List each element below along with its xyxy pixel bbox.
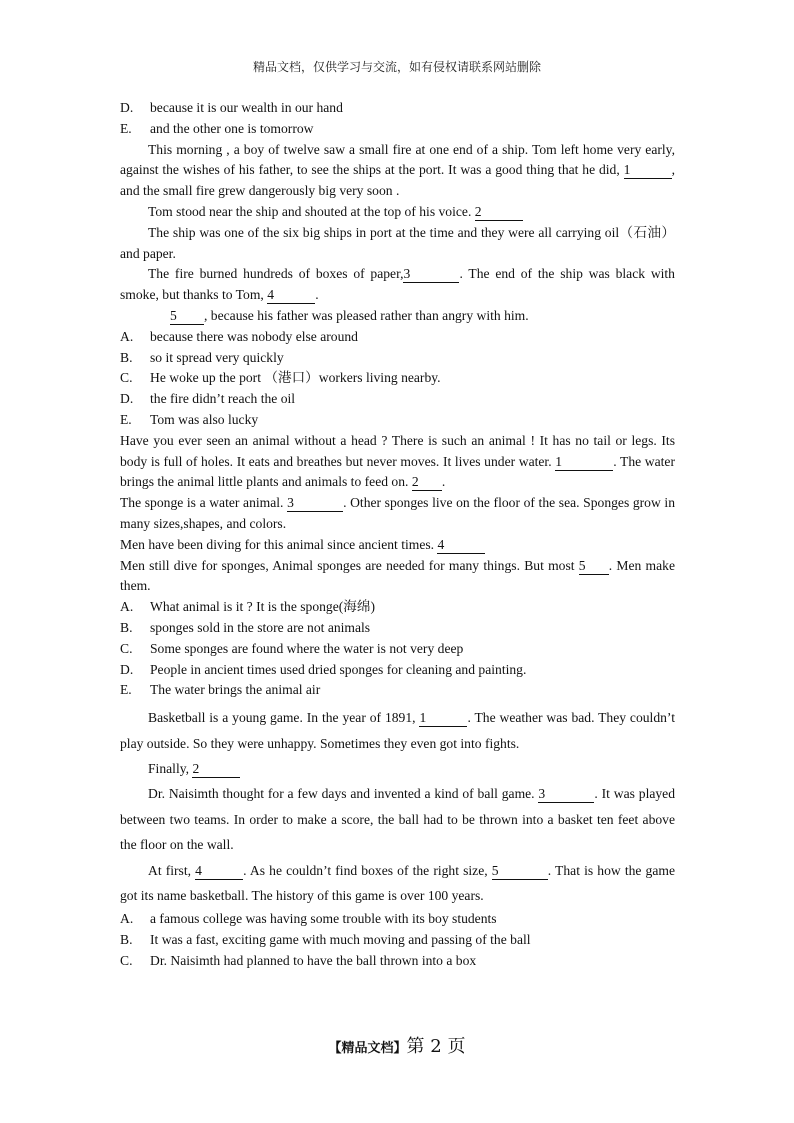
option-letter: A.	[120, 911, 134, 927]
option-b	[120, 929, 675, 950]
document-body	[120, 98, 675, 971]
paragraph	[120, 535, 675, 556]
paragraph: The ship was one of the six big ships in port at the time and they were all carrying oil（石油）and paper.	[120, 224, 675, 261]
text: . Men make them.	[120, 557, 675, 594]
text: . As he couldn’t find boxes of the right size,	[243, 862, 492, 878]
paragraph	[120, 202, 675, 223]
option-letter: B.	[120, 619, 133, 635]
option-letter: D.	[120, 100, 134, 115]
option-letter: D.	[120, 661, 134, 677]
text: . It was played between two teams. In order to make a score, the ball had to be thrown into a basket ten feet above the floor on the wall.	[120, 786, 676, 853]
option-e	[120, 410, 675, 431]
option-text: the fire didn’t reach the oil	[150, 391, 296, 407]
paragraph	[120, 431, 675, 493]
blank-2[interactable]: 2	[192, 761, 240, 778]
option-text: a famous college was having some trouble with its boy students	[150, 911, 497, 927]
option-a	[120, 597, 675, 618]
option-text: so it spread very quickly	[150, 349, 284, 365]
text: .	[315, 287, 319, 303]
option-letter: B.	[120, 349, 133, 365]
paragraph	[120, 264, 675, 306]
blank-5[interactable]: 5	[579, 558, 609, 575]
paragraph	[120, 781, 675, 857]
blank-3[interactable]: 3	[538, 786, 594, 803]
option-d	[120, 98, 675, 119]
option-text: because there was nobody else around	[150, 328, 358, 344]
option-e	[120, 680, 675, 701]
blank-5[interactable]: 5	[170, 308, 204, 325]
footer-tag: 【精品文档】	[328, 1041, 407, 1056]
passage-basketball	[120, 705, 675, 971]
option-letter: E.	[120, 682, 132, 698]
option-letter: E.	[120, 120, 132, 136]
prev-passage-options	[120, 98, 675, 140]
blank-3[interactable]: 3	[287, 495, 343, 512]
page-number: 第 2 页	[406, 1036, 466, 1057]
paragraph	[120, 556, 675, 598]
option-letter: A.	[120, 328, 134, 344]
option-text: and the other one is tomorrow	[150, 120, 314, 136]
text: . The weather was bad. They couldn’t play outside. So they were unhappy. Sometimes they even got into fights.	[120, 710, 675, 751]
blank-4[interactable]: 4	[437, 537, 485, 554]
text: . That is how the game got its name basketball. The history of this game is over 100 years.	[120, 862, 675, 903]
passage-sponge	[120, 431, 675, 701]
option-d	[120, 660, 675, 681]
blank-2[interactable]: 2	[412, 474, 442, 491]
paragraph	[120, 306, 675, 327]
text: . The end of the ship was black with smoke, but thanks to Tom,	[120, 266, 675, 303]
blank-1[interactable]: 1	[555, 454, 613, 471]
option-text: It was a fast, exciting game with much moving and passing of the ball	[150, 932, 531, 948]
option-b	[120, 348, 675, 369]
option-text: Dr. Naisimth had planned to have the ball thrown into a box	[150, 953, 477, 969]
option-c	[120, 368, 675, 389]
text: , because his father was pleased rather than angry with him.	[204, 307, 529, 323]
text: , and the small fire grew dangerously big very soon .	[120, 162, 675, 199]
paragraph	[120, 705, 675, 756]
text: This morning , a boy of twelve saw a small fire at one end of a ship. Tom left home very early, against the wishes of his father, to see the ships at the port. It was a good thing that he did,	[120, 141, 675, 178]
option-c	[120, 639, 675, 660]
blank-1[interactable]: 1	[624, 162, 672, 179]
text: Have you ever seen an animal without a head ? There is such an animal ! It has no tail or legs. Its body is full of holes. It eats and breathes but never moves. It lives under water.	[120, 432, 675, 469]
text: Finally,	[148, 760, 193, 776]
option-a	[120, 327, 675, 348]
text: The fire burned hundreds of boxes of paper,	[148, 266, 404, 282]
blank-2[interactable]: 2	[475, 204, 523, 221]
option-d	[120, 389, 675, 410]
option-letter: E.	[120, 411, 132, 427]
option-letter: C.	[120, 953, 133, 969]
option-b	[120, 618, 675, 639]
paragraph	[120, 858, 675, 909]
text: Basketball is a young game. In the year of 1891,	[148, 710, 420, 726]
blank-3[interactable]: 3	[403, 266, 459, 283]
paragraph	[120, 756, 675, 781]
text: Men have been diving for this animal since ancient times.	[120, 536, 438, 552]
option-letter: A.	[120, 599, 134, 615]
option-letter: D.	[120, 391, 134, 407]
option-text: The water brings the animal air	[150, 682, 321, 698]
option-text: because it is our wealth in our hand	[150, 100, 343, 115]
option-letter: C.	[120, 370, 133, 386]
option-c	[120, 950, 675, 971]
option-text: He woke up the port （港口）workers living nearby.	[150, 370, 441, 386]
blank-1[interactable]: 1	[419, 710, 467, 727]
option-text: What animal is it ? It is the sponge(海绵)	[150, 599, 376, 615]
page-footer	[0, 1032, 794, 1058]
paragraph	[120, 493, 675, 535]
text: .	[441, 474, 446, 490]
option-letter: C.	[120, 640, 133, 656]
option-text: Some sponges are found where the water is not very deep	[150, 640, 464, 656]
text: Dr. Naisimth thought for a few days and invented a kind of ball game.	[148, 786, 539, 802]
option-text: People in ancient times used dried sponges for cleaning and painting.	[150, 661, 527, 677]
text: . Other sponges live on the floor of the sea. Sponges grow in many sizes,shapes, and colors.	[120, 495, 675, 531]
blank-4[interactable]: 4	[267, 287, 315, 304]
option-e	[120, 119, 675, 140]
page-header: 精品文档，仅供学习与交流，如有侵权请联系网站删除	[252, 60, 541, 74]
text: At first,	[148, 862, 196, 878]
option-text: Tom was also lucky	[150, 411, 259, 427]
passage-ship-fire	[120, 140, 675, 431]
blank-4[interactable]: 4	[195, 863, 243, 880]
paragraph	[120, 140, 675, 202]
text: Men still dive for sponges, Animal sponges are needed for many things. But most	[120, 557, 579, 573]
option-letter: B.	[120, 932, 133, 948]
option-a	[120, 908, 675, 929]
option-text: sponges sold in the store are not animals	[150, 619, 371, 635]
blank-5[interactable]: 5	[492, 863, 548, 880]
text: The sponge is a water animal.	[120, 495, 288, 511]
text: . The water brings the animal little plants and animals to feed on.	[120, 453, 675, 490]
text: Tom stood near the ship and shouted at the top of his voice.	[148, 203, 475, 219]
